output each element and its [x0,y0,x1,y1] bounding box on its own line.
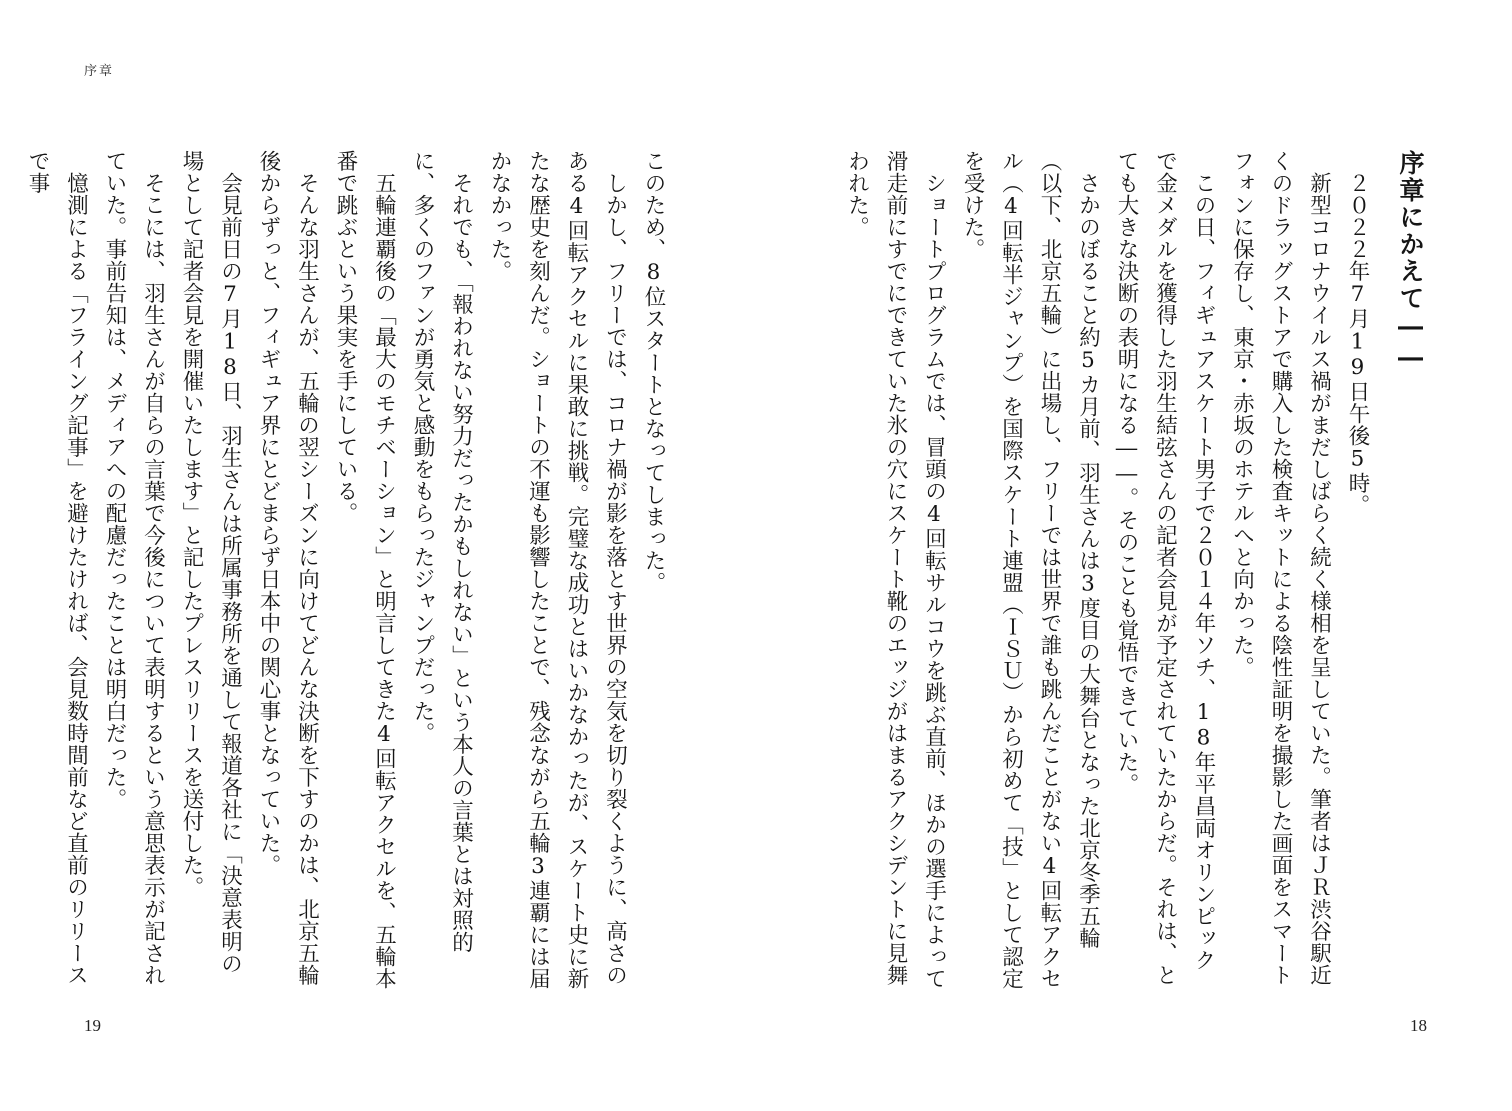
paragraph: そんな羽生さんが、五輪の翌シーズンに向けてどんな決断を下すのかは、北京五輪後からずっと、フィギュア界にとどまらず日本中の関心事となっていた。 [256,150,320,986]
paragraph: このため、8位スタートとなってしまった。 [641,150,666,594]
paragraph: さかのぼること約5カ月前、羽生さんは3度目の大舞台となった北京冬季五輪（以下、北京五輪）に出場し、フリーでは世界で誰も跳んだことがない4回転アクセル（4回転半ジャンプ）を国際スケート連盟（ＩＳＵ）から初めて「技」として認定を受けた。 [960,150,1101,990]
paragraph: 会見前日の7月18日、羽生さんは所属事務所を通して報道各社に「決意表明の場として記者会見を開催いたします」と記したプレスリリースを送付した。 [179,150,243,974]
right-page-body [844,150,1430,990]
paragraph: ２０２２年7月19日午後5時。 [1345,171,1370,516]
paragraph: 憶測による「フライング記事」を避けたければ、会見数時間前など直前のリリースで事 [25,150,89,986]
paragraph: 新型コロナウイルス禍がまだしばらく続く様相を呈していた。筆者はＪＲ渋谷駅近くのドラッグストアで購入した検査キットによる陰性証明を撮影した画面をスマートフォンに保存し、東京・赤坂のホテルへと向かった。 [1229,150,1332,986]
paragraph: それでも、「報われない努力だったかもしれない」という本人の言葉とは対照的に、多くのファンが勇気と感動をもらったジャンプだった。 [410,150,474,953]
running-head: 序章 [84,64,115,79]
paragraph: この日、フィギュアスケート男子で２０１４年ソチ、18年平昌両オリンピックで金メダルを獲得した羽生結弦さんの記者会見が予定されていたからだ。それは、とても大きな決断の表明になる――。そのことも覚悟できていた。 [1114,150,1216,986]
page-number-right: 18 [1410,1016,1427,1035]
paragraph: 五輪連覇後の「最大のモチベーション」と明言してきた4回転アクセルを、五輪本番で跳ぶという果実を手にしている。 [333,150,397,989]
paragraph: しかし、フリーでは、コロナ禍が影を落とす世界の空気を切り裂くように、高さのある4回転アクセルに果敢に挑戦。完璧な成功とはいかなかったが、スケート史に新たな歴史を刻んだ。ショートの不運も影響したことで、残念ながら五輪3連覇には届かなかった。 [487,150,628,990]
paragraph: そこには、羽生さんが自らの言葉で今後について表明するという意思表示が記されていた。事前告知は、メディアへの配慮だったことは明白だった。 [102,150,166,986]
left-page-body [25,150,672,990]
chapter-heading: 序章にかえて―― [1396,150,1425,374]
page-number-left: 19 [84,1016,101,1035]
paragraph: ショートプログラムでは、冒頭の4回転サルコウを跳ぶ直前、ほかの選手によって滑走前にすでにできていた氷の穴にスケート靴のエッジがはまるアクシデントに見舞われた。 [844,150,947,989]
